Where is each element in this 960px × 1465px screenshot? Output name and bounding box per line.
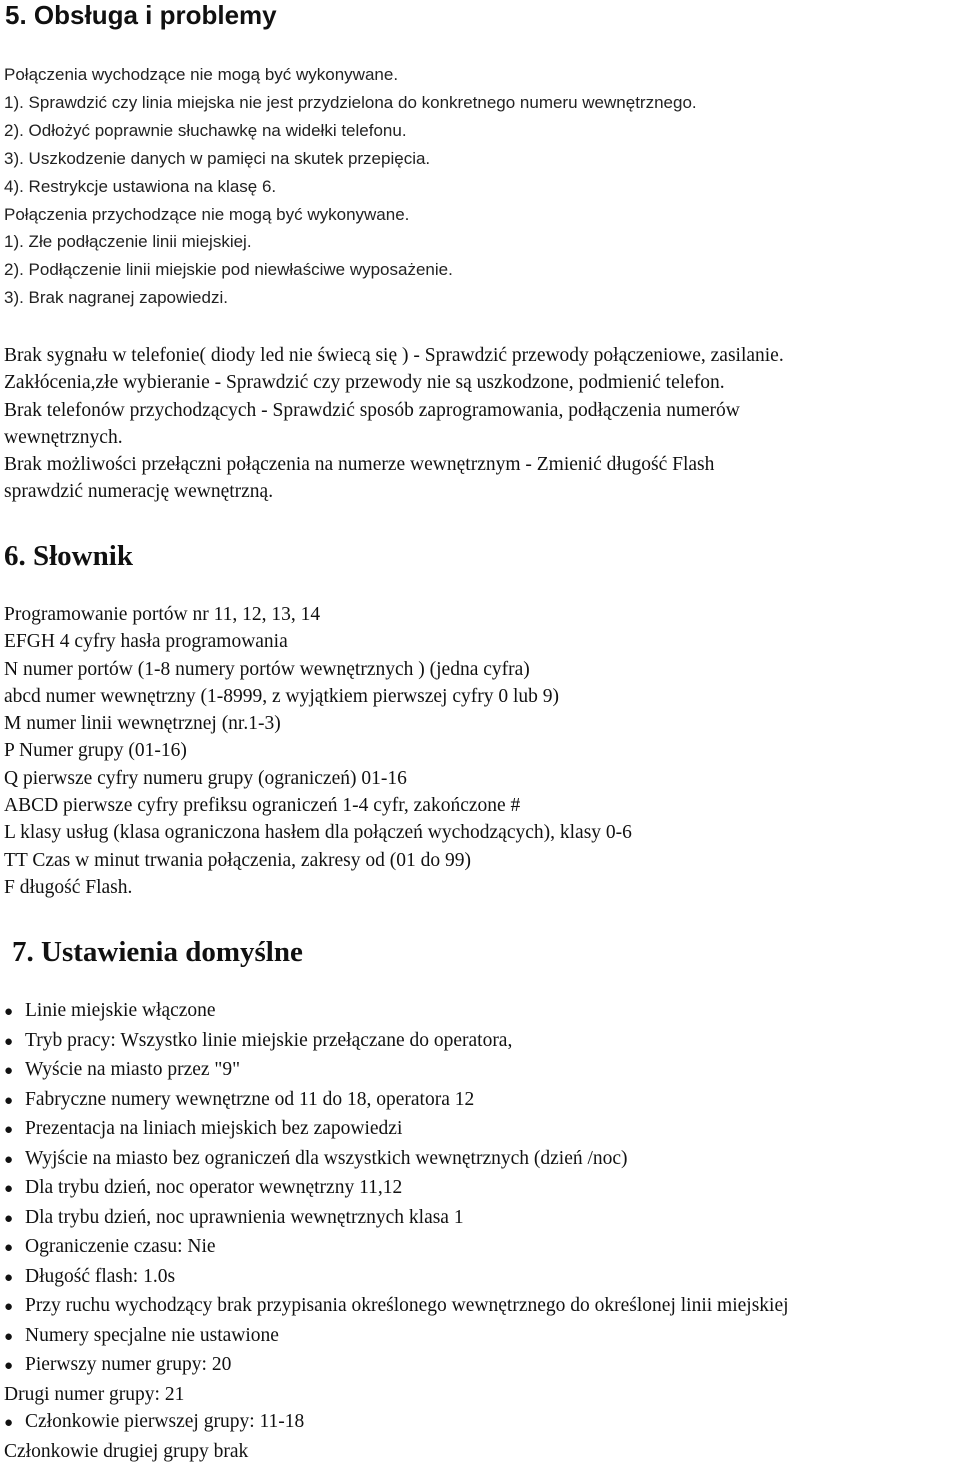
defaults-list [4,997,960,1465]
default-setting-item [4,1027,960,1057]
default-setting-item [4,1174,960,1204]
default-setting-text: Numery specjalne nie ustawione [25,1325,279,1346]
default-setting-text: Przy ruchu wychodzący brak przypisania określonego wewnętrznego do określonej linii miejskiej [25,1295,789,1316]
glossary-entry: Programowanie portów nr 11, 12, 13, 14 [4,601,960,628]
default-setting-item [4,1292,960,1322]
default-setting-text: Członkowie drugiej grupy brak [4,1441,248,1462]
glossary-entry: F długość Flash. [4,874,960,901]
bullet-icon: ● [4,1353,25,1381]
bullet-icon: ● [4,1058,25,1086]
troubleshooting-line: 1). Złe podłączenie linii miejskiej. [4,228,960,256]
troubleshooting-list [4,61,960,312]
default-setting-text: Drugi numer grupy: 21 [4,1384,184,1405]
default-setting-text: Prezentacja na liniach miejskich bez zapowiedzi [25,1118,402,1139]
bullet-icon: ● [4,1206,25,1234]
default-setting-text: Linie miejskie włączone [25,1000,216,1021]
default-setting-text: Fabryczne numery wewnętrzne od 11 do 18, operatora 12 [25,1089,474,1110]
default-setting-text: Wyście na miasto przez "9" [25,1059,240,1080]
bullet-icon: ● [4,1117,25,1145]
default-setting-item [4,1233,960,1263]
section-5-title: 5. Obsługa i problemy [5,0,277,30]
glossary-entry: M numer linii wewnętrznej (nr.1-3) [4,710,960,737]
troubleshooting-line: 3). Brak nagranej zapowiedzi. [4,284,960,312]
glossary-entry: TT Czas w minut trwania połączenia, zakresy od (01 do 99) [4,847,960,874]
bullet-icon: ● [4,1294,25,1322]
glossary-entry: L klasy usług (klasa ograniczona hasłem dla połączeń wychodzących), klasy 0-6 [4,819,960,846]
default-setting-text: Tryb pracy: Wszystko linie miejskie przełączane do operatora, [25,1030,512,1051]
glossary-entry: abcd numer wewnętrzny (1-8999, z wyjątkiem pierwszej cyfry 0 lub 9) [4,683,960,710]
default-setting-item [4,1086,960,1116]
bullet-icon: ● [4,999,25,1027]
default-setting-text: Ograniczenie czasu: Nie [25,1236,216,1257]
default-setting-text: Członkowie pierwszej grupy: 11-18 [25,1411,304,1432]
default-setting-item [4,1438,960,1465]
default-setting-item [4,1322,960,1352]
bullet-icon: ● [4,1324,25,1352]
default-setting-item [4,1351,960,1381]
default-setting-text: Dla trybu dzień, noc uprawnienia wewnętrznych klasa 1 [25,1207,464,1228]
glossary-entry: P Numer grupy (01-16) [4,737,960,764]
default-setting-item [4,1056,960,1086]
default-setting-item [4,1263,960,1293]
problem-line: Zakłócenia,złe wybieranie - Sprawdzić czy przewody nie są uszkodzone, podmienić telefon. [4,369,960,396]
section-7-title: 7. Ustawienia domyślne [12,936,303,968]
troubleshooting-line: 2). Odłożyć poprawnie słuchawkę na widełki telefonu. [4,117,960,145]
troubleshooting-line: 2). Podłączenie linii miejskie pod niewłaściwe wyposażenie. [4,256,960,284]
default-setting-text: Pierwszy numer grupy: 20 [25,1354,231,1375]
bullet-icon: ● [4,1410,25,1438]
glossary-entry: N numer portów (1-8 numery portów wewnętrznych ) (jedna cyfra) [4,656,960,683]
troubleshooting-line: 3). Uszkodzenie danych w pamięci na skutek przepięcia. [4,145,960,173]
default-setting-item [4,1381,960,1409]
default-setting-item [4,997,960,1027]
default-setting-item [4,1408,960,1438]
default-setting-item [4,1204,960,1234]
problem-line: sprawdzić numerację wewnętrzną. [4,478,960,505]
glossary-entry: EFGH 4 cyfry hasła programowania [4,628,960,655]
bullet-icon: ● [4,1029,25,1057]
problems-list [4,342,960,506]
default-setting-item [4,1115,960,1145]
problem-line: Brak sygnału w telefonie( diody led nie świecą się ) - Sprawdzić przewody połączeniowe, zasilanie. [4,342,960,369]
section-6-title: 6. Słownik [4,540,133,572]
default-setting-text: Wyjście na miasto bez ograniczeń dla wszystkich wewnętrznych (dzień /noc) [25,1148,628,1169]
default-setting-item [4,1145,960,1175]
troubleshooting-line: 1). Sprawdzić czy linia miejska nie jest przydzielona do konkretnego numeru wewnętrznego. [4,89,960,117]
bullet-icon: ● [4,1088,25,1116]
troubleshooting-line: Połączenia wychodzące nie mogą być wykonywane. [4,61,960,89]
glossary-entry: Q pierwsze cyfry numeru grupy (ograniczeń) 01-16 [4,765,960,792]
bullet-icon: ● [4,1235,25,1263]
problem-line: Brak możliwości przełączni połączenia na numerze wewnętrznym - Zmienić długość Flash [4,451,960,478]
default-setting-text: Dla trybu dzień, noc operator wewnętrzny 11,12 [25,1177,402,1198]
problem-line: Brak telefonów przychodzących - Sprawdzić sposób zaprogramowania, podłączenia numerów [4,397,960,424]
bullet-icon: ● [4,1265,25,1293]
bullet-icon: ● [4,1176,25,1204]
bullet-icon: ● [4,1147,25,1175]
glossary-entry: ABCD pierwsze cyfry prefiksu ograniczeń 1-4 cyfr, zakończone # [4,792,960,819]
glossary-list [4,601,960,901]
default-setting-text: Długość flash: 1.0s [25,1266,175,1287]
troubleshooting-line: 4). Restrykcje ustawiona na klasę 6. [4,173,960,201]
problem-line: wewnętrznych. [4,424,960,451]
troubleshooting-line: Połączenia przychodzące nie mogą być wykonywane. [4,201,960,229]
